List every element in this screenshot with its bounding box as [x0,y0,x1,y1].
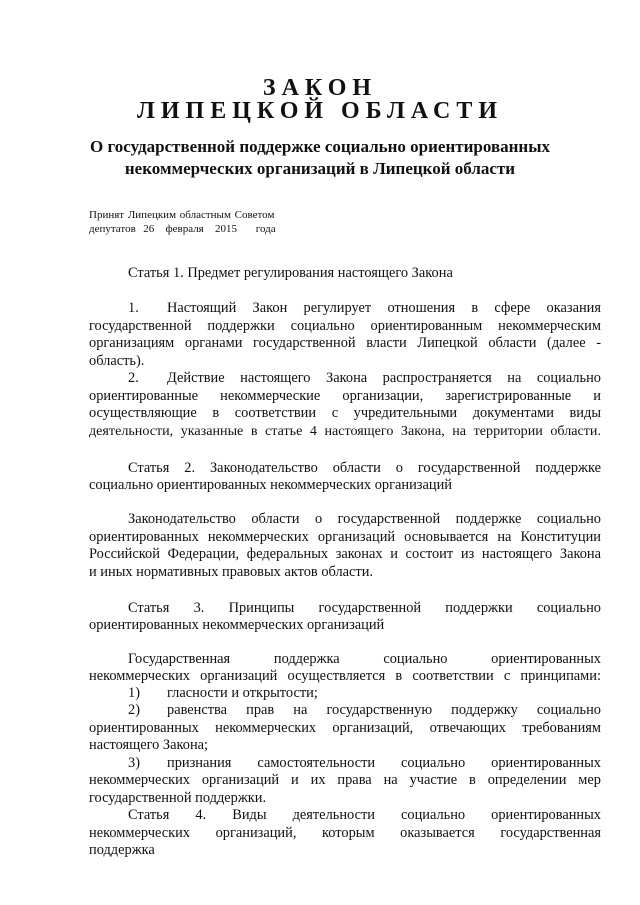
article3-heading-line2: ориентированных некоммерческих организаций [89,617,385,633]
article1-p2-line3: осуществляющие в соответствии с учредительными документами виды [89,405,601,421]
article1-heading: Статья 1. Предмет регулирования настоящего Закона [128,265,453,281]
article4-heading-line2: некоммерческих организаций, которым оказывается государственная [89,825,601,841]
article1-p2-number: 2. [128,370,139,386]
law-title-line2: ЛИПЕЦКОЙ ОБЛАСТИ [137,98,503,124]
article3-item2-line2: ориентированных некоммерческих организаций, отвечающих требованиям [89,720,601,736]
article3-item3-line1: признания самостоятельности социально ориентированных [167,755,601,771]
article2-p-line2: ориентированных некоммерческих организаций основывается на Конституции [89,529,601,545]
adopted-line1: Принят Липецким областным Советом [89,209,275,221]
article4-heading-line1: Статья 4. Виды деятельности социально ориентированных [128,807,601,823]
article3-item3-line3: государственной поддержки. [89,790,267,806]
article1-p2-line1: Действие настоящего Закона распространяется на социально [167,370,601,386]
article1-p1-line3: организациям органами государственной власти Липецкой области (далее - [89,335,601,351]
article1-p1-line1: Настоящий Закон регулирует отношения в сфере оказания [167,300,601,316]
article1-p2-first-line [128,370,601,388]
article3-item3-first-line [128,755,601,773]
article3-item1 [128,685,318,703]
article3-item2-line3: настоящего Закона; [89,737,209,753]
article1-p1-line4: область). [89,353,145,369]
article3-heading-line1: Статья 3. Принципы государственной поддержки социально [128,600,601,616]
article2-p-line3: Российской Федерации, федеральных законах и состоит из настоящего Закона [89,546,601,562]
article3-item2-number: 2) [128,702,140,718]
article1-p1-first-line [128,300,601,318]
article4-heading-line3: поддержка [89,842,155,858]
adopted-line2: депутатов 26 февраля 2015 года [89,223,276,235]
law-subtitle-line2: некоммерческих организаций в Липецкой области [124,159,516,178]
article3-intro-line2: некоммерческих организаций осуществляется в соответствии с принципами: [89,668,601,684]
article3-item1-line1: гласности и открытости; [167,685,318,701]
article2-p-line1: Законодательство области о государственной поддержке социально [128,511,601,527]
article3-item1-number: 1) [128,685,140,701]
article3-intro-line1: Государственная поддержка социально ориентированных [128,651,601,667]
article3-item2-line1: равенства прав на государственную поддержку социально [167,702,601,718]
law-title-line1: ЗАКОН [262,75,378,101]
article2-heading-line1: Статья 2. Законодательство области о государственной поддержке [128,460,601,476]
article2-heading-line2: социально ориентированных некоммерческих организаций [89,477,452,493]
article1-p1-line2: государственной поддержки социально ориентированным некоммерческим [89,318,601,334]
article3-item3-number: 3) [128,755,140,771]
article3-item2-first-line [128,702,601,720]
article2-p-line4: и иных нормативных правовых актов области. [89,564,374,580]
article3-item3-line2: некоммерческих организаций и их права на участие в определении мер [89,772,601,788]
law-subtitle-line1: О государственной поддержке социально ориентированных [90,137,550,156]
article1-p1-number: 1. [128,300,139,316]
article1-p2-line2: ориентированные некоммерческие организации, зарегистрированные и [89,388,601,404]
article1-p2-line4: деятельности, указанные в статье 4 настоящего Закона, на территории области. [89,423,601,439]
